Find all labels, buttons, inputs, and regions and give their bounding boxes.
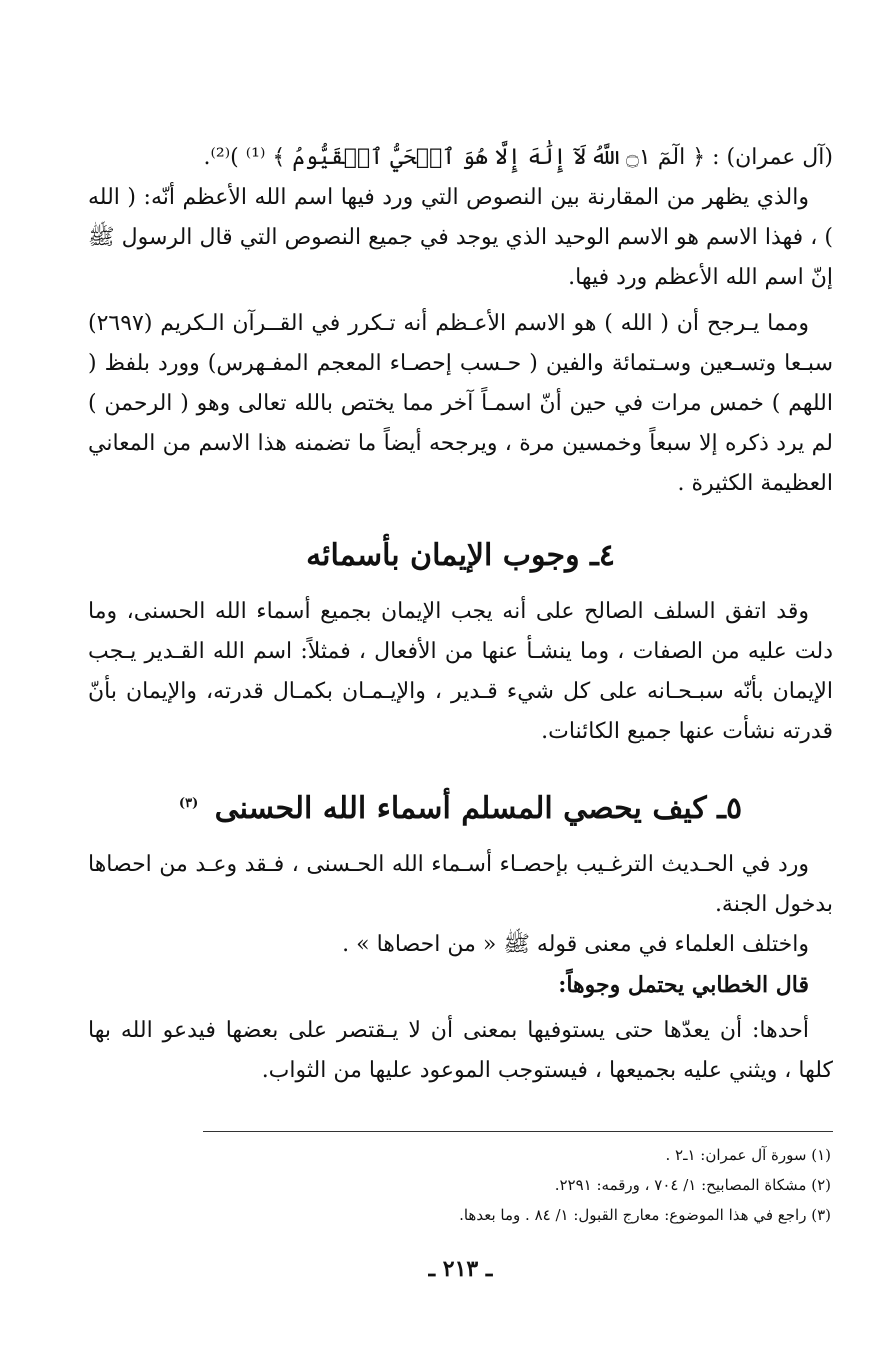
verse-paragraph: (آل عمران) : ﴿ الٓمٓ ۝١ اللَّهُ لَآ إِلَٰهَ إِلَّا هُوَ ٱلۡحَيُّ ٱلۡقَيُّومُ ﴾ ⁽¹⁾ )⁽²⁾. <box>203 145 833 170</box>
footnote-item: (٢) مشكاة المصابيح: ١/ ٧٠٤ ، ورقمه: ٢٢٩١. <box>554 1176 831 1194</box>
footnotes <box>88 1140 833 1230</box>
khattabi-line: قال الخطابي يحتمل وجوهاً: <box>558 972 809 998</box>
paragraph-scholars: واختلف العلماء في معنى قوله ﷺ « من احصاها » . <box>342 932 809 957</box>
section-heading-5 <box>88 782 833 831</box>
footnote-divider <box>203 1131 833 1132</box>
paragraph-hadith: ورد في الحـديث الترغـيب بإحصـاء أسـماء الله الحـسنى ، فـقد وعـد من احصاها بدخول الجنة. <box>88 852 833 917</box>
page-number: ـ ٢١٣ ـ <box>428 1256 493 1282</box>
paragraph-greatest-name: والذي يظهر من المقارنة بين النصوص التي ورد فيها اسم الله الأعظم أنّه: ( الله ) ، فهذا الاسم هو الاسم الوحيد الذي يوجد في جميع النصوص التي قال الرسول ﷺ إنّ اسم الله الأعظم ورد فيها. <box>88 185 833 290</box>
book-page <box>88 138 833 1282</box>
paragraph-faith-names: وقد اتفق السلف الصالح على أنه يجب الإيمان بجميع أسماء الله الحسنى، وما دلت عليه من الصفات ، وما ينشـأ عنها من الأفعال ، فمثلاً: اسم الله القـدير يـجب الإيمان بأنّه سبـحـانه على كل شيء قـدير ، والإيـمـان بكمـال قدرته، والإيمان بأنّ قدرته نشأت عنها جميع الكائنات. <box>88 599 833 744</box>
paragraph-frequency: ومما يـرجح أن ( الله ) هو الاسم الأعـظم أنه تـكرر في القــرآن الـكريم (٢٦٩٧) سبـعا وتسـعين وسـتمائة والفين ( حـسب إحصـاء المعجم المفـهرس) وورد بلفظ ( اللهم ) خمس مرات في حين أنّ اسمـاً آخر مما يختص بالله تعالى وهو ( الرحمن ) لم يرد ذكره إلا سبعاً وخمسين مرة ، ويرجحه أيضاً ما تضمنه هذا الاسم من المعاني العظيمة الكثيرة . <box>88 311 833 496</box>
section-heading-4: ٤ـ وجوب الإيمان بأسمائه <box>306 538 615 573</box>
footnote-item: (٣) راجع في هذا الموضوع: معارج القبول: ١/ ٨٤ . وما بعدها. <box>459 1206 831 1224</box>
paragraph-first-meaning: أحدها: أن يعدّها حتى يستوفيها بمعنى أن لا يـقتصر على بعضها فيدعو الله بها كلها ، ويثني عليه بجميعها ، فيستوجب الموعود عليها من الثواب. <box>88 1018 833 1083</box>
section-heading-5-text: ٥ـ كيف يحصي المسلم أسماء الله الحسنى <box>214 791 743 826</box>
footnote-ref: (٣) <box>178 796 199 811</box>
footnote-item: (١) سورة آل عمران: ١ـ٢ . <box>665 1146 831 1164</box>
